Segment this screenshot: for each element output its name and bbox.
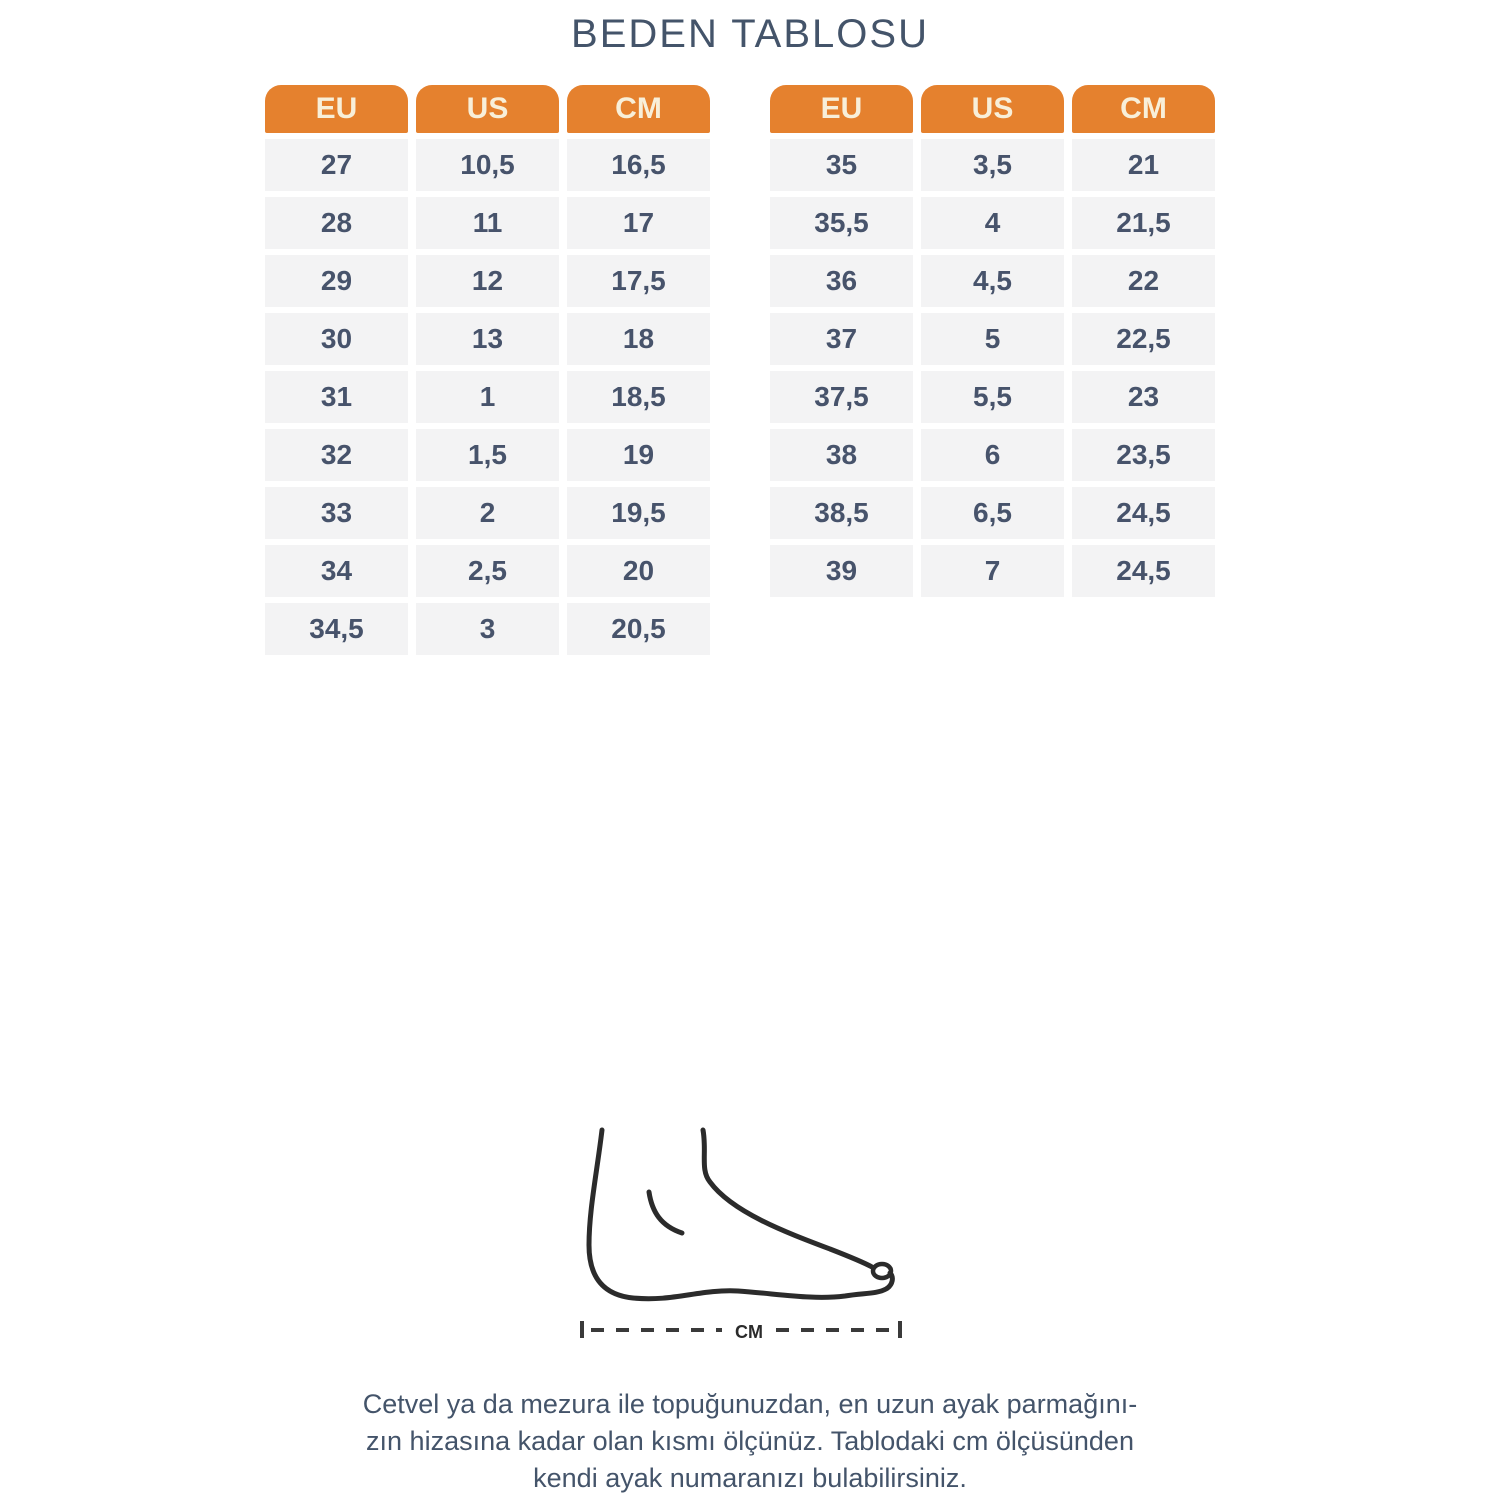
table-cell: 22: [1072, 255, 1215, 307]
table-cell: 20: [567, 545, 710, 597]
size-table-right: [770, 85, 1215, 597]
table-cell: 24,5: [1072, 487, 1215, 539]
table-cell: 37: [770, 313, 913, 365]
table-cell: 1: [416, 371, 559, 423]
instructions-text: [0, 1386, 1500, 1497]
foot-measurement-diagram: [530, 1080, 980, 1380]
table-cell: 34,5: [265, 603, 408, 655]
table-cell: 17: [567, 197, 710, 249]
toenail-shape: [873, 1264, 891, 1278]
table-cell: 4,5: [921, 255, 1064, 307]
table-cell: 2,5: [416, 545, 559, 597]
table-cell: 4: [921, 197, 1064, 249]
table-cell: 38,5: [770, 487, 913, 539]
table-cell: 33: [265, 487, 408, 539]
table-cell: 30: [265, 313, 408, 365]
table-cell: 5,5: [921, 371, 1064, 423]
column-header-us: US: [416, 85, 559, 133]
table-cell: 18: [567, 313, 710, 365]
table-cell: 13: [416, 313, 559, 365]
measure-unit-label: CM: [735, 1322, 763, 1342]
table-cell: 23,5: [1072, 429, 1215, 481]
table-cell: 28: [265, 197, 408, 249]
table-cell: 35: [770, 139, 913, 191]
table-cell: 24,5: [1072, 545, 1215, 597]
table-cell: 39: [770, 545, 913, 597]
size-table-left: [265, 85, 710, 655]
table-cell: 21,5: [1072, 197, 1215, 249]
table-cell: 12: [416, 255, 559, 307]
table-cell: 36: [770, 255, 913, 307]
table-cell: 31: [265, 371, 408, 423]
table-cell: 5: [921, 313, 1064, 365]
instructions-line: Cetvel ya da mezura ile topuğunuzdan, en uzun ayak parmağını-: [362, 1389, 1138, 1419]
table-cell: 2: [416, 487, 559, 539]
table-cell: 6,5: [921, 487, 1064, 539]
table-cell: 7: [921, 545, 1064, 597]
table-cell: 37,5: [770, 371, 913, 423]
page-title: BEDEN TABLOSU: [571, 12, 929, 56]
table-cell: 20,5: [567, 603, 710, 655]
foot-back-sole-path: [589, 1130, 892, 1299]
table-cell: 38: [770, 429, 913, 481]
column-header-eu: EU: [265, 85, 408, 133]
table-cell: 19: [567, 429, 710, 481]
table-cell: 34: [265, 545, 408, 597]
table-cell: 19,5: [567, 487, 710, 539]
table-cell: 23: [1072, 371, 1215, 423]
column-header-cm: CM: [567, 85, 710, 133]
table-cell: 22,5: [1072, 313, 1215, 365]
table-cell: 11: [416, 197, 559, 249]
table-cell: 1,5: [416, 429, 559, 481]
column-header-us: US: [921, 85, 1064, 133]
table-cell: 29: [265, 255, 408, 307]
ankle-curve-path: [649, 1192, 682, 1233]
foot-outline-icon: [530, 1080, 980, 1380]
table-cell: 6: [921, 429, 1064, 481]
table-cell: 35,5: [770, 197, 913, 249]
instructions-line: kendi ayak numaranızı bulabilirsiniz.: [533, 1463, 967, 1493]
column-header-eu: EU: [770, 85, 913, 133]
table-cell: 16,5: [567, 139, 710, 191]
instructions-line: zın hizasına kadar olan kısmı ölçünüz. Tablodaki cm ölçüsünden: [366, 1426, 1134, 1456]
table-cell: 3: [416, 603, 559, 655]
table-cell: 21: [1072, 139, 1215, 191]
table-cell: 27: [265, 139, 408, 191]
column-header-cm: CM: [1072, 85, 1215, 133]
table-cell: 3,5: [921, 139, 1064, 191]
table-cell: 10,5: [416, 139, 559, 191]
foot-top-path: [703, 1130, 872, 1267]
table-cell: 32: [265, 429, 408, 481]
table-cell: 17,5: [567, 255, 710, 307]
table-cell: 18,5: [567, 371, 710, 423]
